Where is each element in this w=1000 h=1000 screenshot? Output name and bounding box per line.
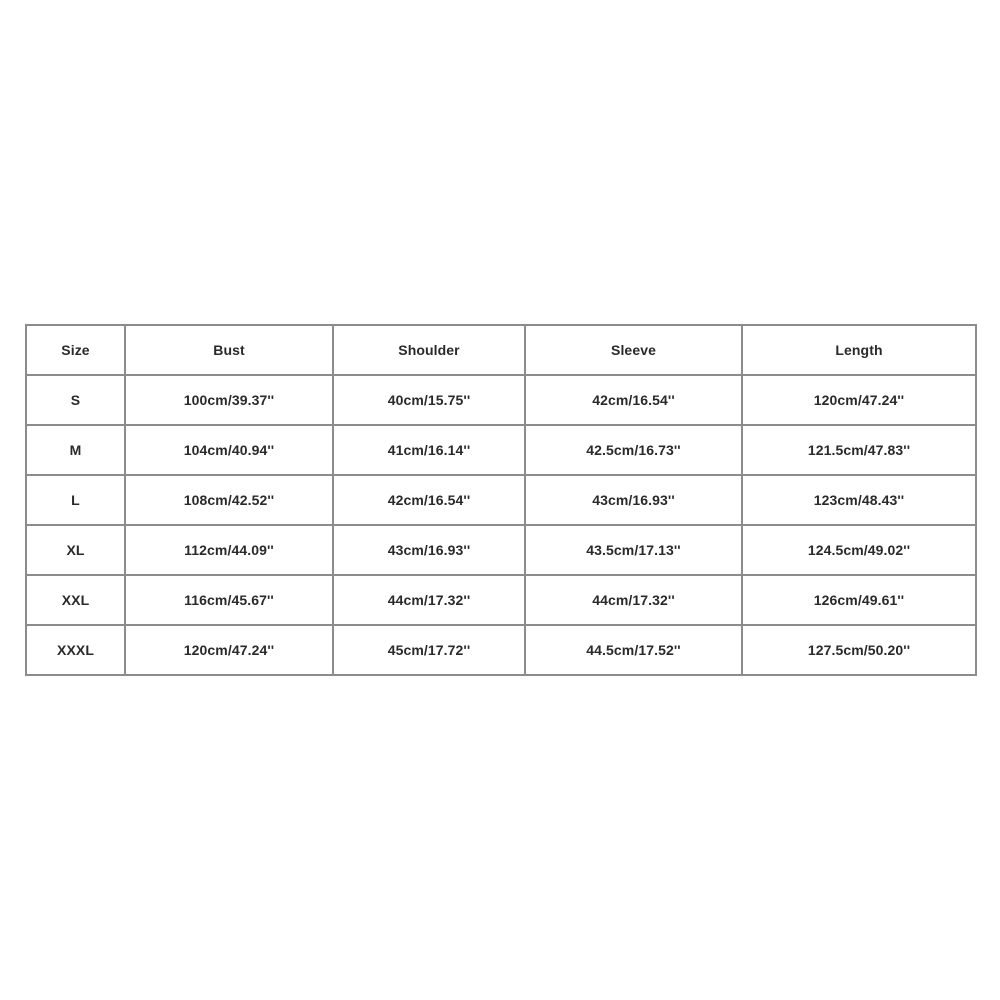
length-cell: 126cm/49.61'' [742, 575, 976, 625]
table-row [26, 575, 976, 625]
table-row [26, 475, 976, 525]
sleeve-cell: 43cm/16.93'' [525, 475, 742, 525]
table-header-row [26, 325, 976, 375]
table-row [26, 375, 976, 425]
bust-cell: 120cm/47.24'' [125, 625, 333, 675]
bust-cell: 112cm/44.09'' [125, 525, 333, 575]
size-cell: XXXL [26, 625, 125, 675]
shoulder-cell: 41cm/16.14'' [333, 425, 525, 475]
sleeve-cell: 42.5cm/16.73'' [525, 425, 742, 475]
length-cell: 121.5cm/47.83'' [742, 425, 976, 475]
length-cell: 127.5cm/50.20'' [742, 625, 976, 675]
header-sleeve: Sleeve [525, 325, 742, 375]
size-chart-body [26, 325, 976, 675]
length-cell: 123cm/48.43'' [742, 475, 976, 525]
shoulder-cell: 40cm/15.75'' [333, 375, 525, 425]
size-cell: S [26, 375, 125, 425]
sleeve-cell: 44cm/17.32'' [525, 575, 742, 625]
table-row [26, 525, 976, 575]
size-cell: M [26, 425, 125, 475]
length-cell: 124.5cm/49.02'' [742, 525, 976, 575]
bust-cell: 100cm/39.37'' [125, 375, 333, 425]
size-cell: XL [26, 525, 125, 575]
table-row [26, 625, 976, 675]
header-size: Size [26, 325, 125, 375]
sleeve-cell: 44.5cm/17.52'' [525, 625, 742, 675]
header-length: Length [742, 325, 976, 375]
size-cell: XXL [26, 575, 125, 625]
shoulder-cell: 45cm/17.72'' [333, 625, 525, 675]
size-cell: L [26, 475, 125, 525]
size-chart-table [25, 324, 977, 676]
sleeve-cell: 43.5cm/17.13'' [525, 525, 742, 575]
table-row [26, 425, 976, 475]
length-cell: 120cm/47.24'' [742, 375, 976, 425]
header-bust: Bust [125, 325, 333, 375]
header-shoulder: Shoulder [333, 325, 525, 375]
shoulder-cell: 43cm/16.93'' [333, 525, 525, 575]
sleeve-cell: 42cm/16.54'' [525, 375, 742, 425]
shoulder-cell: 42cm/16.54'' [333, 475, 525, 525]
bust-cell: 116cm/45.67'' [125, 575, 333, 625]
bust-cell: 108cm/42.52'' [125, 475, 333, 525]
shoulder-cell: 44cm/17.32'' [333, 575, 525, 625]
bust-cell: 104cm/40.94'' [125, 425, 333, 475]
